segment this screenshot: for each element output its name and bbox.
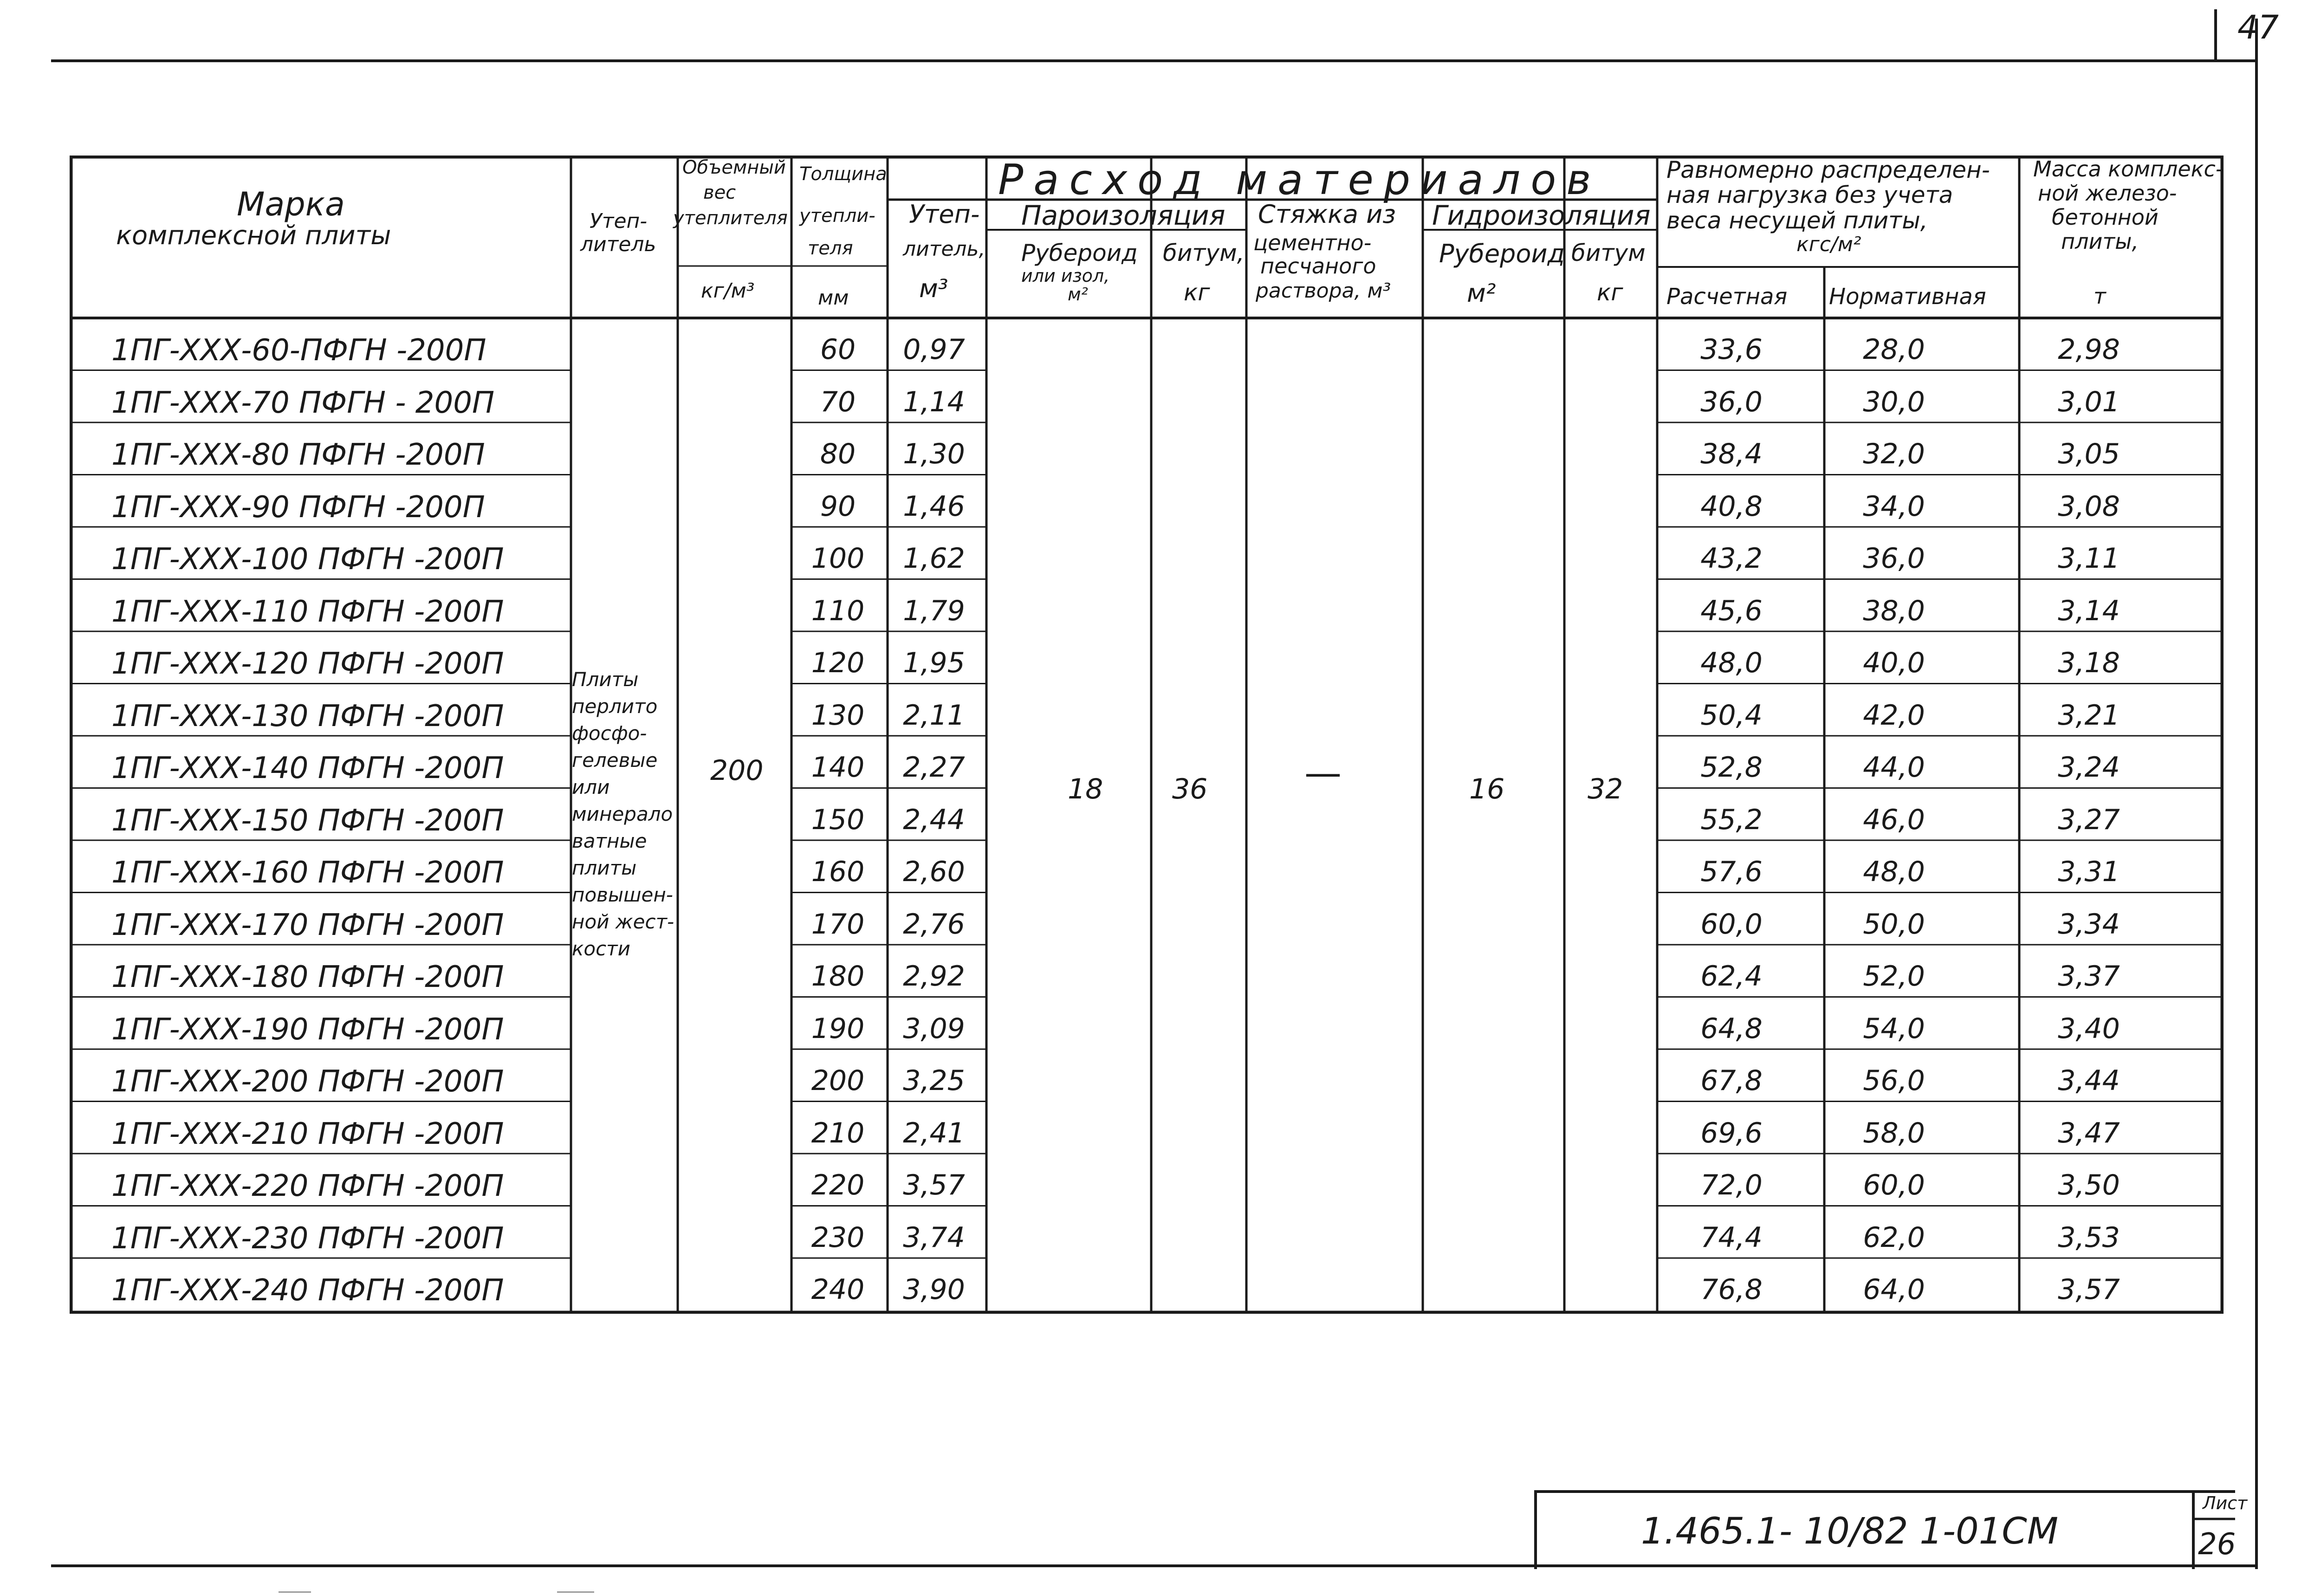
header-mark-sub: комплексной плиты: [116, 221, 391, 251]
cell-thickness: 150: [811, 803, 865, 836]
header-load-2: ная нагрузка без учета: [1666, 182, 1953, 208]
cell-mark: 1ПГ-ХХХ-230 ПФГН -200П: [111, 1221, 504, 1256]
cell-load-calc: 67,8: [1700, 1064, 1763, 1097]
header-density-unit: кг/м³: [701, 279, 755, 303]
right-border-line: [2255, 19, 2258, 1569]
cell-load-calc: 52,8: [1700, 751, 1763, 784]
header-mass-4: плиты,: [2061, 229, 2139, 254]
document-code: 1.465.1- 10/82 1-01СМ: [1641, 1511, 2059, 1552]
header-hydro-ruberoid-2: м²: [1467, 279, 1496, 308]
cell-thickness: 120: [811, 647, 865, 679]
cell-volume: 2,60: [903, 856, 965, 888]
cell-mark: 1ПГ-ХХХ-160 ПФГН -200П: [111, 856, 504, 890]
header-hydro-bitumen-2: кг: [1597, 279, 1623, 306]
cell-load-norm: 36,0: [1863, 542, 1925, 575]
title-block: [1534, 1490, 2248, 1569]
header-screed-3: песчаного: [1260, 253, 1376, 279]
vapor-bitumen-value: 36: [1172, 773, 1208, 805]
cell-thickness: 110: [811, 594, 865, 627]
sheet-number: 26: [2198, 1527, 2236, 1562]
cell-load-norm: 30,0: [1863, 385, 1925, 418]
cell-mass: 3,37: [2058, 960, 2120, 993]
cell-load-norm: 58,0: [1863, 1116, 1925, 1149]
cell-mass: 3,40: [2058, 1012, 2120, 1045]
header-load-norm: Нормативная: [1829, 284, 1986, 310]
insulation-line: или: [572, 776, 610, 798]
header-ins-volume-2: литель,: [903, 237, 985, 261]
cell-load-norm: 64,0: [1863, 1273, 1925, 1306]
screed-value: —: [1304, 751, 1342, 794]
header-screed-1: Стяжка из: [1258, 200, 1396, 229]
insulation-line: минерало: [572, 803, 673, 825]
header-mass-3: бетонной: [2052, 205, 2159, 230]
cell-volume: 2,92: [903, 960, 965, 993]
cell-thickness: 180: [811, 960, 865, 993]
cell-volume: 3,25: [903, 1064, 965, 1097]
cell-load-norm: 34,0: [1863, 490, 1925, 523]
cell-load-calc: 45,6: [1700, 594, 1763, 627]
cell-mark: 1ПГ-ХХХ-170 ПФГН -200П: [111, 908, 504, 942]
cell-load-norm: 60,0: [1863, 1169, 1925, 1201]
cell-mass: 3,47: [2058, 1116, 2120, 1149]
cell-load-calc: 57,6: [1700, 856, 1763, 888]
cell-load-calc: 72,0: [1700, 1169, 1763, 1201]
cell-load-calc: 69,6: [1700, 1116, 1763, 1149]
cell-mass: 3,21: [2058, 699, 2120, 732]
insulation-line: плиты: [572, 856, 637, 879]
cell-load-norm: 52,0: [1863, 960, 1925, 993]
cell-mark: 1ПГ-ХХХ-90 ПФГН -200П: [111, 490, 485, 525]
cell-thickness: 80: [820, 438, 856, 470]
vapor-ruberoid-value: 18: [1068, 773, 1103, 805]
header-ins-volume-1: Утеп-: [909, 200, 980, 229]
cell-thickness: 160: [811, 856, 865, 888]
header-ins-volume-unit: м³: [919, 274, 948, 303]
cell-mass: 2,98: [2058, 333, 2120, 366]
cell-thickness: 70: [820, 385, 856, 418]
cell-thickness: 130: [811, 699, 865, 732]
cell-mass: 3,08: [2058, 490, 2120, 523]
density-value: 200: [710, 754, 764, 787]
insulation-line: гелевые: [572, 749, 658, 772]
header-hydro: Гидроизоляция: [1432, 200, 1651, 231]
cell-mark: 1ПГ-ХХХ-130 ПФГН -200П: [111, 699, 504, 733]
page-number: 47: [2237, 8, 2279, 46]
insulation-line: ной жест-: [572, 910, 674, 933]
cell-load-norm: 42,0: [1863, 699, 1925, 732]
cell-thickness: 240: [811, 1273, 865, 1306]
header-consumption: Расход материалов: [998, 156, 1601, 204]
cell-mark: 1ПГ-ХХХ-120 ПФГН -200П: [111, 647, 504, 681]
header-mass-1: Масса комплекс-: [2033, 156, 2224, 182]
cell-mass: 3,18: [2058, 647, 2120, 679]
cell-mark: 1ПГ-ХХХ-210 ПФГН -200П: [111, 1116, 504, 1151]
cell-load-calc: 40,8: [1700, 490, 1763, 523]
cell-load-calc: 74,4: [1700, 1221, 1763, 1254]
header-mass-unit: т: [2094, 284, 2106, 309]
insulation-line: Плиты: [572, 668, 639, 691]
header-vapor-ruberoid-2: или изол,: [1021, 266, 1110, 286]
cell-mass: 3,44: [2058, 1064, 2120, 1097]
cell-mark: 1ПГ-ХХХ-80 ПФГН -200П: [111, 438, 485, 472]
header-vapor-ruberoid-1: Рубероид: [1021, 240, 1138, 266]
header-thickness-1: Толщина: [799, 163, 887, 185]
page-number-divider: [2214, 9, 2217, 60]
cell-load-calc: 76,8: [1700, 1273, 1763, 1306]
scan-mark-2: [557, 1591, 594, 1593]
header-thickness-unit: мм: [818, 286, 849, 310]
cell-mass: 3,31: [2058, 856, 2120, 888]
header-insulation-1: Утеп-: [590, 209, 648, 233]
cell-mass: 3,11: [2058, 542, 2120, 575]
cell-volume: 2,11: [903, 699, 965, 732]
cell-load-calc: 38,4: [1700, 438, 1763, 470]
cell-thickness: 60: [820, 333, 856, 366]
cell-mass: 3,57: [2058, 1273, 2120, 1306]
hydro-ruberoid-value: 16: [1469, 773, 1505, 805]
cell-mass: 3,05: [2058, 438, 2120, 470]
cell-mark: 1ПГ-ХХХ-180 ПФГН -200П: [111, 960, 504, 994]
cell-load-norm: 46,0: [1863, 803, 1925, 836]
cell-thickness: 190: [811, 1012, 865, 1045]
cell-mass: 3,24: [2058, 751, 2120, 784]
cell-load-norm: 50,0: [1863, 908, 1925, 941]
cell-mark: 1ПГ-ХХХ-190 ПФГН -200П: [111, 1012, 504, 1047]
cell-volume: 1,95: [903, 647, 965, 679]
cell-volume: 3,90: [903, 1273, 965, 1306]
header-load-calc: Расчетная: [1666, 284, 1788, 310]
insulation-description: [572, 666, 674, 962]
cell-mark: 1ПГ-ХХХ-60-ПФГН -200П: [111, 333, 486, 368]
materials-table: [70, 156, 2224, 1314]
hydro-bitumen-value: 32: [1588, 773, 1623, 805]
header-screed-4: раствора, м³: [1256, 279, 1391, 303]
cell-volume: 1,79: [903, 594, 965, 627]
cell-load-calc: 60,0: [1700, 908, 1763, 941]
cell-volume: 2,41: [903, 1116, 965, 1149]
cell-thickness: 220: [811, 1169, 865, 1201]
cell-mark: 1ПГ-ХХХ-110 ПФГН -200П: [111, 594, 504, 629]
cell-load-norm: 38,0: [1863, 594, 1925, 627]
header-load-unit: кгс/м²: [1796, 233, 1861, 256]
top-border-line: [51, 59, 2256, 62]
header-thickness-3: теля: [808, 238, 853, 259]
cell-load-norm: 48,0: [1863, 856, 1925, 888]
cell-mark: 1ПГ-ХХХ-70 ПФГН - 200П: [111, 385, 495, 420]
sheet-label: Лист: [2203, 1493, 2248, 1513]
cell-load-calc: 62,4: [1700, 960, 1763, 993]
cell-thickness: 210: [811, 1116, 865, 1149]
header-load-1: Равномерно распределен-: [1666, 156, 1990, 183]
cell-volume: 1,30: [903, 438, 965, 470]
cell-volume: 3,09: [903, 1012, 965, 1045]
cell-volume: 2,76: [903, 908, 965, 941]
cell-mass: 3,14: [2058, 594, 2120, 627]
cell-mark: 1ПГ-ХХХ-200 ПФГН -200П: [111, 1064, 504, 1099]
header-vapor: Пароизоляция: [1021, 200, 1225, 231]
cell-load-norm: 44,0: [1863, 751, 1925, 784]
header-vapor-ruberoid-3: м²: [1068, 284, 1088, 305]
cell-load-calc: 36,0: [1700, 385, 1763, 418]
cell-load-norm: 28,0: [1863, 333, 1925, 366]
header-insulation-2: литель: [580, 233, 656, 256]
cell-mark: 1ПГ-ХХХ-220 ПФГН -200П: [111, 1169, 504, 1203]
cell-thickness: 200: [811, 1064, 865, 1097]
cell-load-calc: 33,6: [1700, 333, 1763, 366]
cell-load-norm: 62,0: [1863, 1221, 1925, 1254]
header-hydro-ruberoid-1: Рубероид: [1439, 239, 1565, 268]
cell-volume: 1,62: [903, 542, 965, 575]
cell-load-calc: 50,4: [1700, 699, 1763, 732]
cell-load-norm: 56,0: [1863, 1064, 1925, 1097]
scan-mark-1: [279, 1591, 311, 1593]
cell-mark: 1ПГ-ХХХ-240 ПФГН -200П: [111, 1273, 504, 1308]
cell-thickness: 90: [820, 490, 856, 523]
cell-volume: 3,57: [903, 1169, 965, 1201]
cell-load-norm: 32,0: [1863, 438, 1925, 470]
cell-mass: 3,50: [2058, 1169, 2120, 1201]
cell-volume: 2,44: [903, 803, 965, 836]
cell-load-norm: 54,0: [1863, 1012, 1925, 1045]
insulation-line: ватные: [572, 830, 647, 852]
insulation-line: перлито: [572, 695, 658, 718]
header-hydro-bitumen-1: битум: [1571, 240, 1646, 266]
header-density-2: вес: [703, 182, 736, 203]
cell-mark: 1ПГ-ХХХ-100 ПФГН -200П: [111, 542, 504, 577]
cell-volume: 2,27: [903, 751, 965, 784]
header-vapor-bitumen-2: кг: [1184, 279, 1210, 306]
cell-mass: 3,34: [2058, 908, 2120, 941]
header-density-1: Объемный: [682, 157, 786, 178]
insulation-line: кости: [572, 937, 630, 960]
cell-mass: 3,27: [2058, 803, 2120, 836]
cell-mark: 1ПГ-ХХХ-150 ПФГН -200П: [111, 803, 504, 838]
header-load-3: веса несущей плиты,: [1666, 207, 1928, 234]
header-density-3: утеплителя: [673, 208, 788, 229]
cell-mass: 3,53: [2058, 1221, 2120, 1254]
insulation-line: повышен-: [572, 883, 673, 906]
cell-volume: 0,97: [903, 333, 965, 366]
cell-load-calc: 48,0: [1700, 647, 1763, 679]
cell-load-calc: 43,2: [1700, 542, 1763, 575]
header-screed-2: цементно-: [1253, 230, 1372, 255]
cell-volume: 1,46: [903, 490, 965, 523]
cell-volume: 3,74: [903, 1221, 965, 1254]
cell-load-norm: 40,0: [1863, 647, 1925, 679]
header-thickness-2: утепли-: [799, 205, 875, 227]
cell-thickness: 230: [811, 1221, 865, 1254]
cell-mass: 3,01: [2058, 385, 2120, 418]
header-vapor-bitumen-1: битум,: [1163, 240, 1245, 266]
insulation-line: фосфо-: [572, 722, 647, 745]
cell-thickness: 140: [811, 751, 865, 784]
cell-mark: 1ПГ-ХХХ-140 ПФГН -200П: [111, 751, 504, 785]
cell-thickness: 100: [811, 542, 865, 575]
cell-load-calc: 64,8: [1700, 1012, 1763, 1045]
cell-load-calc: 55,2: [1700, 803, 1763, 836]
header-mark: Марка: [237, 185, 345, 223]
cell-volume: 1,14: [903, 385, 965, 418]
header-mass-2: ной железо-: [2038, 181, 2177, 206]
cell-thickness: 170: [811, 908, 865, 941]
